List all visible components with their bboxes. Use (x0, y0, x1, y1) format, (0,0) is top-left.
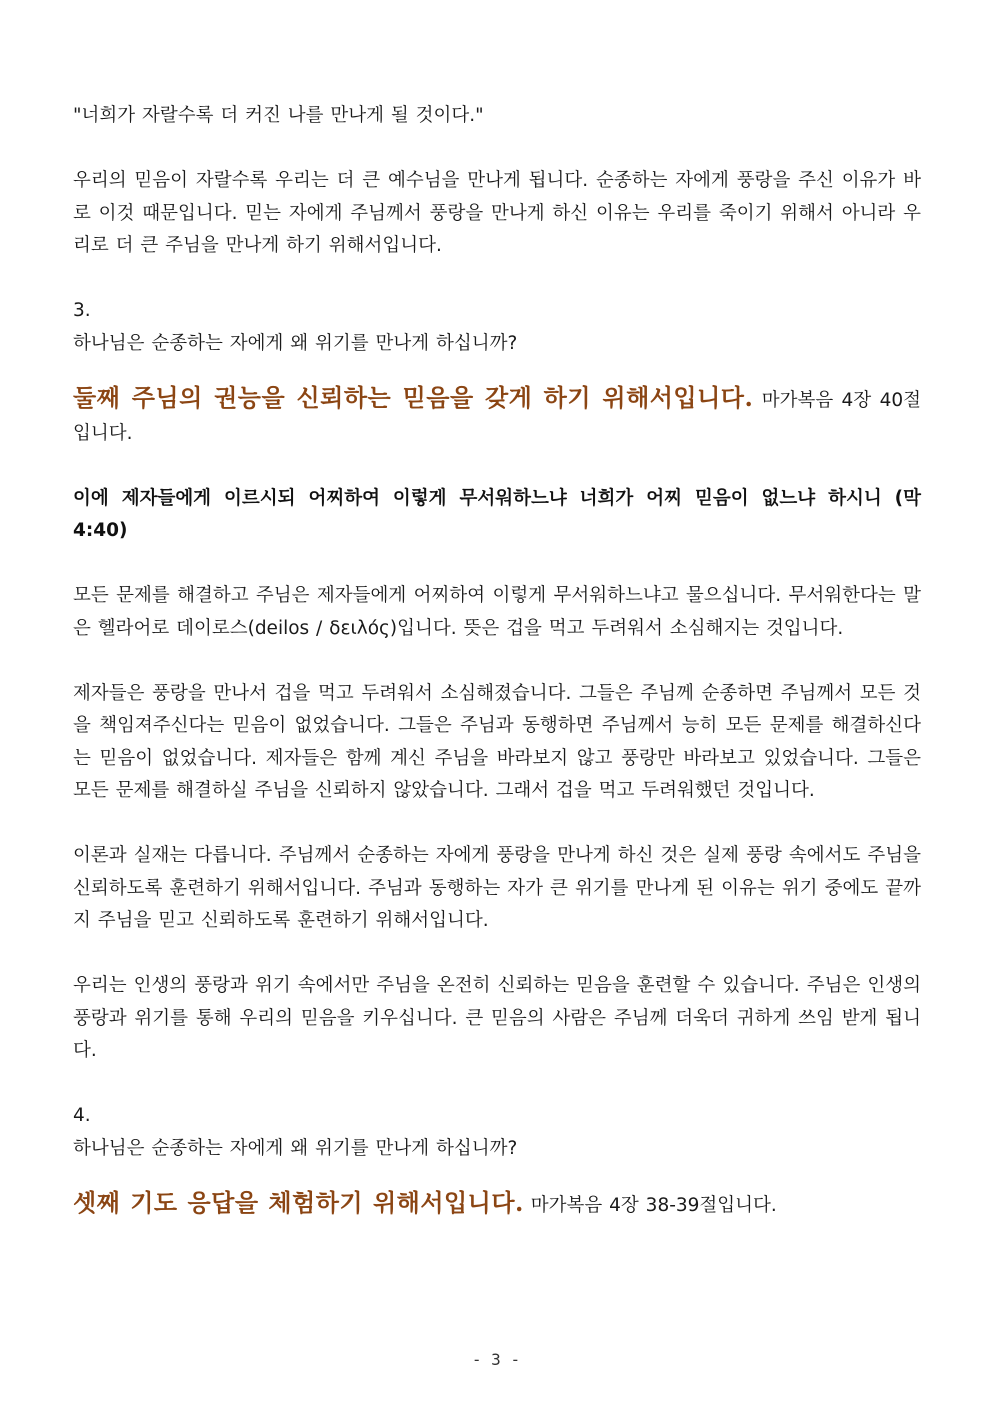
paragraph-2: 모든 문제를 해결하고 주님은 제자들에게 어찌하여 이렇게 무서워하느냐고 물으십니다. 무서워한다는 말은 헬라어로 데이로스(deilos / δειλός)입니다. 뜻은 겁을 먹고 두려워서 소심해지는 것입니다. (73, 585, 921, 639)
section-question-3: 하나님은 순종하는 자에게 왜 위기를 만나게 하십니까? (73, 332, 518, 354)
section-number-3: 3. (73, 300, 91, 321)
section-heading-2 (73, 382, 921, 450)
page-number: - 3 - (471, 1350, 521, 1369)
section-number-4: 4. (73, 1105, 91, 1126)
paragraph-4: 이론과 실재는 다릅니다. 주님께서 순종하는 자에게 풍랑을 만나게 하신 것은 실제 풍랑 속에서도 주님을 신뢰하도록 훈련하기 위해서입니다. 주님과 동행하는 자가 큰 위기를 만나게 된 이유는 위기 중에도 끝까지 주님을 믿고 신뢰하도록 훈련하기 위해서입니다. (73, 845, 921, 931)
paragraph-1: 우리의 믿음이 자랄수록 우리는 더 큰 예수님을 만나게 됩니다. 순종하는 자에게 풍랑을 주신 이유가 바로 이것 때문입니다. 믿는 자에게 주님께서 풍랑을 만나게 하신 이유는 우리를 죽이기 위해서 아니라 우리로 더 큰 주님을 만나게 하기 위해서입니다. (73, 170, 921, 256)
paragraph-3: 제자들은 풍랑을 만나서 겁을 먹고 두려워서 소심해졌습니다. 그들은 주님께 순종하면 주님께서 모든 것을 책임져주신다는 믿음이 없었습니다. 그들은 주님과 동행하면 주님께서 능히 모든 문제를 해결하신다는 믿음이 없었습니다. 제자들은 함께 계신 주님을 바라보지 않고 풍랑만 바라보고 있었습니다. 그들은 모든 문제를 해결하실 주님을 신뢰하지 않았습니다. 그래서 겁을 먹고 두려워했던 것입니다. (73, 682, 921, 801)
document-page (73, 100, 921, 1223)
paragraph-5: 우리는 인생의 풍랑과 위기 속에서만 주님을 온전히 신뢰하는 믿음을 훈련할 수 있습니다. 주님은 인생의 풍랑과 위기를 통해 우리의 믿음을 키우십니다. 큰 믿음의 사람은 주님께 더욱더 귀하게 쓰임 받게 됩니다. (73, 975, 921, 1061)
section-question-4: 하나님은 순종하는 자에게 왜 위기를 만나게 하십니까? (73, 1137, 518, 1159)
heading-3-bold: 셋째 기도 응답을 체험하기 위해서입니다. (73, 1188, 524, 1217)
heading-2-reference: 마가복음 4장 40절입니다. (73, 390, 921, 444)
heading-2-bold: 둘째 주님의 권능을 신뢰하는 믿음을 갖게 하기 위해서입니다. (73, 383, 754, 412)
section-heading-3 (73, 1187, 921, 1223)
scripture-verse: 이에 제자들에게 이르시되 어찌하여 이렇게 무서워하느냐 너희가 어찌 믿음이 없느냐 하시니 (막 4:40) (73, 487, 921, 541)
heading-3-reference: 마가복음 4장 38-39절입니다. (523, 1195, 777, 1216)
quote-line: "너희가 자랄수록 더 커진 나를 만나게 될 것이다." (73, 105, 484, 126)
